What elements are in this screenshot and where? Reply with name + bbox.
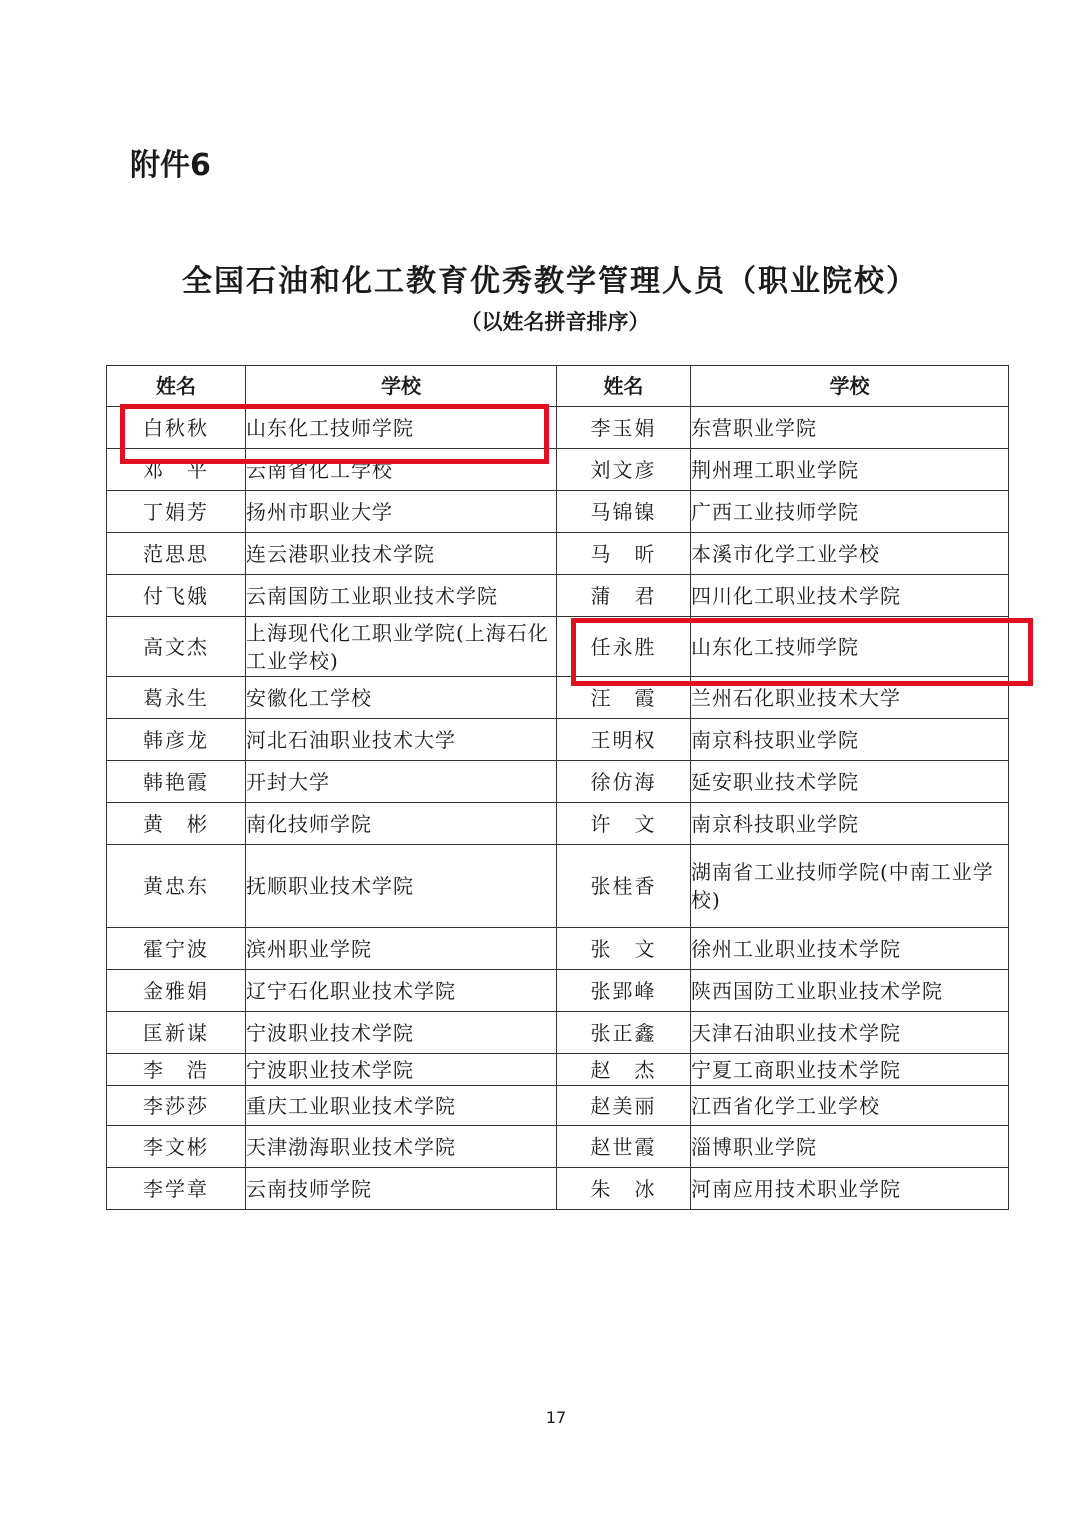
school-cell: 天津石油职业技术学院: [691, 1012, 1009, 1054]
name-cell: 马锦镍: [557, 491, 691, 533]
school-cell: 云南国防工业职业技术学院: [246, 575, 557, 617]
name-cell: 白秋秋: [107, 407, 246, 449]
school-cell: 本溪市化学工业学校: [691, 533, 1009, 575]
name-cell: 金雅娟: [107, 970, 246, 1012]
school-cell: 山东化工技师学院: [691, 617, 1009, 677]
school-cell: 辽宁石化职业技术学院: [246, 970, 557, 1012]
name-cell: 付飞娥: [107, 575, 246, 617]
header-school-left: 学校: [246, 366, 557, 407]
school-cell: 河北石油职业技术大学: [246, 719, 557, 761]
school-cell: 东营职业学院: [691, 407, 1009, 449]
table-row: [107, 1126, 1009, 1168]
school-cell: 云南技师学院: [246, 1168, 557, 1210]
name-cell: 汪 霞: [557, 677, 691, 719]
school-cell: 兰州石化职业技术大学: [691, 677, 1009, 719]
header-name-left: 姓名: [107, 366, 246, 407]
header-row: [107, 366, 1009, 407]
table-row: [107, 1012, 1009, 1054]
table-row: [107, 970, 1009, 1012]
table-row: [107, 803, 1009, 845]
name-cell: 范思思: [107, 533, 246, 575]
document-title: 全国石油和化工教育优秀教学管理人员（职业院校）: [182, 264, 918, 299]
name-cell: 任永胜: [557, 617, 691, 677]
table-row: [107, 533, 1009, 575]
name-cell: 高文杰: [107, 617, 246, 677]
table-row: [107, 1054, 1009, 1086]
document-subtitle: （以姓名拼音排序）: [460, 310, 650, 334]
school-cell: 安徽化工学校: [246, 677, 557, 719]
table-row: [107, 575, 1009, 617]
name-cell: 蒲 君: [557, 575, 691, 617]
name-cell: 李莎莎: [107, 1086, 246, 1126]
name-cell: 张 文: [557, 928, 691, 970]
table-row: [107, 719, 1009, 761]
school-cell: 徐州工业职业技术学院: [691, 928, 1009, 970]
name-cell: 马 昕: [557, 533, 691, 575]
school-cell: 广西工业技师学院: [691, 491, 1009, 533]
name-cell: 黄 彬: [107, 803, 246, 845]
school-cell: 江西省化学工业学校: [691, 1086, 1009, 1126]
school-cell: 延安职业技术学院: [691, 761, 1009, 803]
table-row: [107, 928, 1009, 970]
school-cell: 湖南省工业技师学院(中南工业学校): [691, 845, 1009, 928]
school-cell: 南化技师学院: [246, 803, 557, 845]
name-cell: 李文彬: [107, 1126, 246, 1168]
name-cell: 许 文: [557, 803, 691, 845]
name-cell: 张郢峰: [557, 970, 691, 1012]
table-row: [107, 617, 1009, 677]
name-cell: 赵 杰: [557, 1054, 691, 1086]
name-cell: 李学章: [107, 1168, 246, 1210]
school-cell: 河南应用技术职业学院: [691, 1168, 1009, 1210]
name-cell: 徐仿海: [557, 761, 691, 803]
name-cell: 张桂香: [557, 845, 691, 928]
school-cell: 滨州职业学院: [246, 928, 557, 970]
table-row: [107, 845, 1009, 928]
school-cell: 宁夏工商职业技术学院: [691, 1054, 1009, 1086]
school-cell: 抚顺职业技术学院: [246, 845, 557, 928]
page-number: 17: [545, 1408, 567, 1427]
name-cell: 韩艳霞: [107, 761, 246, 803]
school-cell: 淄博职业学院: [691, 1126, 1009, 1168]
header-school-right: 学校: [691, 366, 1009, 407]
school-cell: 连云港职业技术学院: [246, 533, 557, 575]
school-cell: 云南省化工学校: [246, 449, 557, 491]
name-cell: 王明权: [557, 719, 691, 761]
name-cell: 黄忠东: [107, 845, 246, 928]
table-row: [107, 449, 1009, 491]
school-cell: 宁波职业技术学院: [246, 1012, 557, 1054]
name-cell: 赵美丽: [557, 1086, 691, 1126]
school-cell: 天津渤海职业技术学院: [246, 1126, 557, 1168]
attachment-label: 附件6: [130, 148, 211, 183]
school-cell: 宁波职业技术学院: [246, 1054, 557, 1086]
school-cell: 开封大学: [246, 761, 557, 803]
name-cell: 朱 冰: [557, 1168, 691, 1210]
name-cell: 刘文彦: [557, 449, 691, 491]
table-row: [107, 1086, 1009, 1126]
school-cell: 重庆工业职业技术学院: [246, 1086, 557, 1126]
name-cell: 韩彦龙: [107, 719, 246, 761]
header-name-right: 姓名: [557, 366, 691, 407]
name-cell: 丁娟芳: [107, 491, 246, 533]
school-cell: 南京科技职业学院: [691, 719, 1009, 761]
school-cell: 荆州理工职业学院: [691, 449, 1009, 491]
table-row: [107, 1168, 1009, 1210]
school-cell: 南京科技职业学院: [691, 803, 1009, 845]
table-row: [107, 491, 1009, 533]
table-row: [107, 677, 1009, 719]
school-cell: 四川化工职业技术学院: [691, 575, 1009, 617]
name-cell: 霍宁波: [107, 928, 246, 970]
school-cell: 上海现代化工职业学院(上海石化工业学校): [246, 617, 557, 677]
school-cell: 扬州市职业大学: [246, 491, 557, 533]
school-cell: 山东化工技师学院: [246, 407, 557, 449]
name-cell: 赵世霞: [557, 1126, 691, 1168]
name-cell: 李 浩: [107, 1054, 246, 1086]
table-row: [107, 761, 1009, 803]
roster-table: [106, 365, 1009, 1210]
table-row: [107, 407, 1009, 449]
name-cell: 匡新谋: [107, 1012, 246, 1054]
name-cell: 李玉娟: [557, 407, 691, 449]
name-cell: 葛永生: [107, 677, 246, 719]
school-cell: 陕西国防工业职业技术学院: [691, 970, 1009, 1012]
name-cell: 张正鑫: [557, 1012, 691, 1054]
name-cell: 邓 平: [107, 449, 246, 491]
